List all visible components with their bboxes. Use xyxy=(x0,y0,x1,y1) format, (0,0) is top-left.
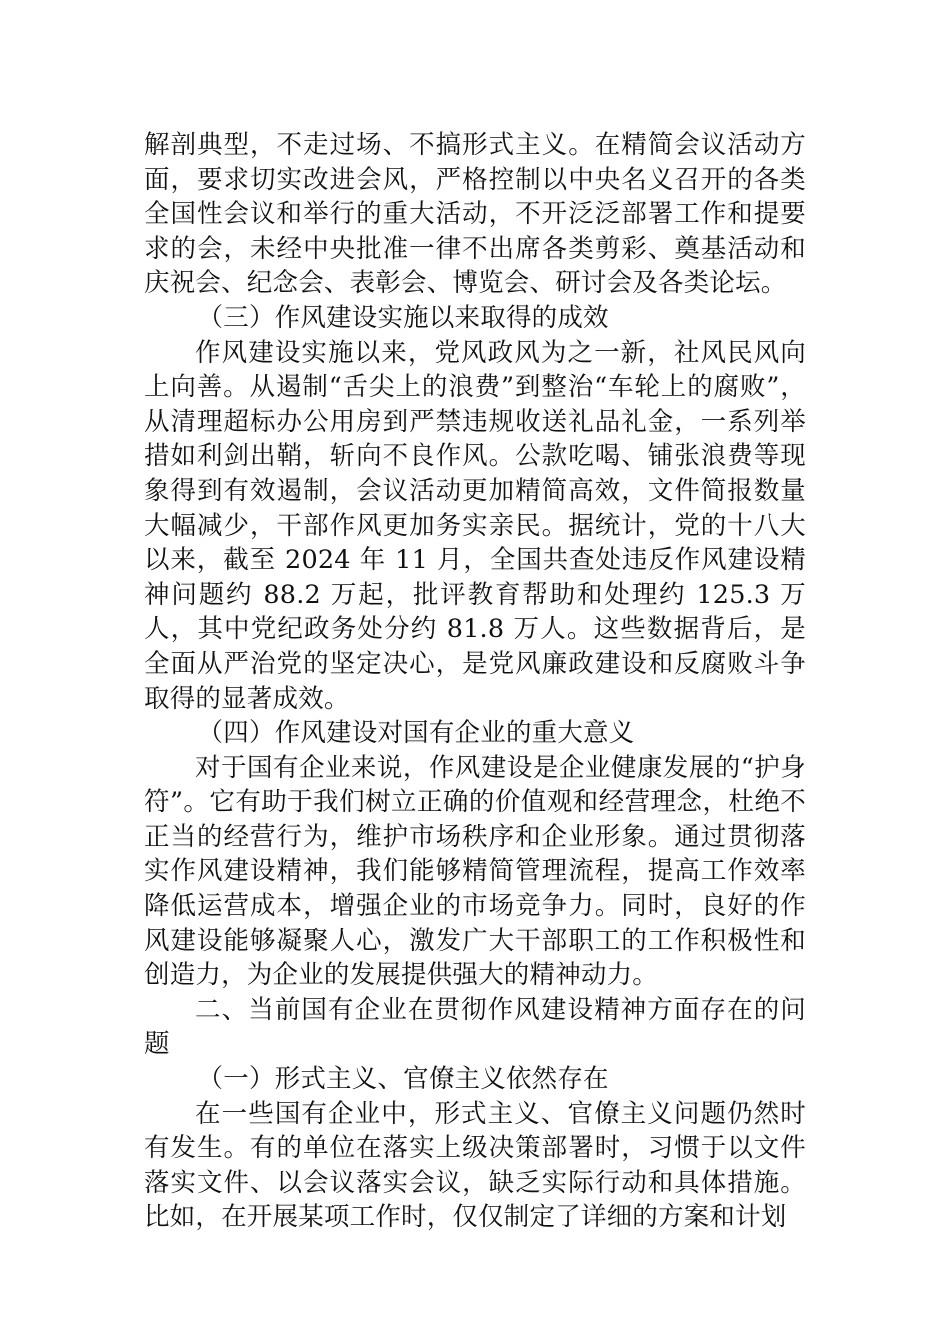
document-body xyxy=(144,128,806,1235)
section-heading-2: 二、当前国有企业在贯彻作风建设精神方面存在的问题 xyxy=(144,994,806,1060)
paragraph-formalism: 在一些国有企业中，形式主义、官僚主义问题仍然时有发生。有的单位在落实上级决策部署时，习惯于以文件落实文件、以会议落实会议，缺乏实际行动和具体措施。比如，在开展某项工作时，仅仅制定了详细的方案和计划 xyxy=(144,1098,806,1233)
section-subheading-4: （四）作风建设对国有企业的重大意义 xyxy=(197,718,635,749)
section-subheading-1: （一）形式主义、官僚主义依然存在 xyxy=(197,1064,609,1095)
paragraph-continued: 解剖典型，不走过场、不搞形式主义。在精简会议活动方面，要求切实改进会风，严格控制以中央名义召开的各类全国性会议和举行的重大活动，不开泛泛部署工作和提要求的会，未经中央批准一律不出席各类剪彩、奠基活动和庆祝会、纪念会、表彰会、博览会、研讨会及各类论坛。 xyxy=(144,130,806,299)
section-subheading-3: （三）作风建设实施以来取得的成效 xyxy=(197,302,609,333)
paragraph-significance: 对于国有企业来说，作风建设是企业健康发展的“护身符”。它有助于我们树立正确的价值观和经营理念，杜绝不正当的经营行为，维护市场秩序和企业形象。通过贯彻落实作风建设精神，我们能够精简管理流程，提高工作效率降低运营成本，增强企业的市场竞争力。同时，良好的作风建设能够凝聚人心，激发广大干部职工的工作积极性和创造力，为企业的发展提供强大的精神动力。 xyxy=(144,752,806,991)
paragraph-achievements: 作风建设实施以来，党风政风为之一新，社风民风向上向善。从遏制“舌尖上的浪费”到整治“车轮上的腐败”，从清理超标办公用房到严禁违规收送礼品礼金，一系列举措如利剑出鞘，斩向不良作风。公款吃喝、铺张浪费等现象得到有效遏制，会议活动更加精简高效，文件简报数量大幅减少，干部作风更加务实亲民。据统计，党的十八大以来，截至 2024 年 11 月，全国共查处违反作风建设精神问题约 88.2 万起，批评教育帮助和处理约 125.3 万人，其中党纪政务处分约 81.8 万人。这些数据背后，是全面从严治党的坚定决心，是党风廉政建设和反腐败斗争取得的显著成效。 xyxy=(144,337,806,714)
